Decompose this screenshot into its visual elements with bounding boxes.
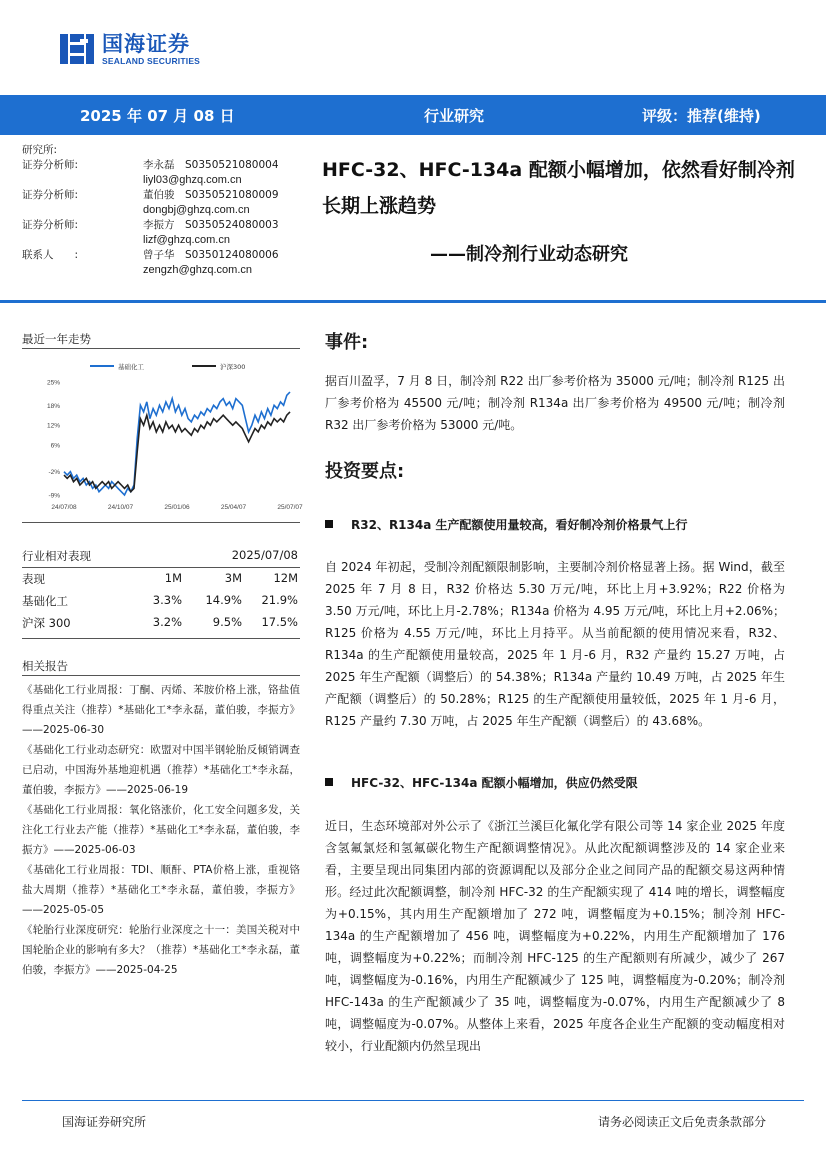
table-cell: 3.2%: [152, 615, 182, 629]
event-heading: 事件:: [325, 332, 369, 353]
table-row: [22, 612, 300, 634]
analyst-name: 李振方: [143, 219, 175, 231]
table-cell: 17.5%: [261, 615, 298, 629]
analyst-email[interactable]: lizf@ghzq.com.cn: [143, 234, 230, 246]
trend-chart: [22, 352, 303, 517]
analyst-email[interactable]: liyl03@ghzq.com.cn: [143, 174, 242, 186]
legend-label: 沪深300: [220, 363, 246, 371]
related-report-item[interactable]: 《基础化工行业动态研究：欧盟对中国半钢轮胎反倾销调查已启动，中国海外基地迎机遇（推荐）*基础化工*李永磊，董伯骏，李振方》——2025-06-19: [22, 744, 300, 796]
series-line: [64, 412, 290, 492]
table-cell: 14.9%: [205, 593, 242, 607]
header-bar: [0, 95, 826, 135]
report-type: 行业研究: [424, 107, 485, 125]
x-tick-label: 25/01/06: [164, 504, 190, 511]
analyst-cert: S0350524080003: [185, 219, 279, 231]
related-report-item[interactable]: 《基础化工行业周报：丁酮、丙烯、苯胺价格上涨，铬盐值得重点关注（推荐）*基础化工*李永磊，董伯骏，李振方》——2025-06-30: [22, 684, 300, 736]
analyst-label: 联系人 :: [22, 249, 79, 261]
table-row: [22, 568, 300, 590]
analyst-email[interactable]: zengzh@ghzq.com.cn: [143, 264, 253, 276]
analyst-name: 曾子华: [143, 249, 175, 261]
report-title: HFC-32、HFC-134a 配额小幅增加，依然看好制冷剂长期上涨趋势: [322, 159, 795, 217]
analyst-label: 证券分析师:: [22, 159, 79, 171]
table-cell: 3M: [224, 571, 242, 585]
y-tick-label: -2%: [48, 469, 60, 477]
analyst-cert: S0350521080009: [185, 189, 279, 201]
related-reports: [22, 680, 300, 980]
footer-left: 国海证券研究所: [62, 1115, 147, 1129]
performance-table: [22, 545, 300, 639]
analyst-name: 李永磊: [143, 159, 175, 171]
analyst-email[interactable]: dongbj@ghzq.com.cn: [143, 204, 250, 216]
table-cell: 1M: [164, 571, 182, 585]
y-tick-label: 12%: [46, 422, 60, 430]
y-tick-label: 25%: [46, 379, 60, 387]
logo-icon: [58, 30, 96, 68]
point-bullet-text: HFC-32、HFC-134a 配额小幅增加，供应仍然受限: [351, 776, 638, 790]
related-heading: 相关报告: [22, 659, 68, 673]
y-tick-label: 6%: [50, 442, 60, 450]
x-tick-label: 25/07/07: [277, 504, 303, 511]
x-tick-label: 24/07/08: [51, 504, 77, 511]
brand-name-en: SEALAND SECURITIES: [102, 55, 201, 66]
related-report-item[interactable]: 《轮胎行业深度研究：轮胎行业深度之十一：美国关税对中国轮胎企业的影响有多大？（推荐）*基础化工*李永磊，董伯骏，李振方》——2025-04-25: [22, 924, 300, 976]
square-bullet-icon: [325, 520, 333, 528]
point-bullet: [325, 516, 688, 533]
point-paragraph: 近日，生态环境部对外公示了《浙江兰溪巨化氟化学有限公司等 14 家企业 2025 年度含氢氟氯烃和氢氟碳化物生产配额调整情况》。从此次配额调整涉及的 14 家企业来看，主要呈现出同集团内部的资源调配以及部分企业之间同产品的配额交易这两种情形。经过此次配额调整，制冷剂 HFC-32 的生产配额实现了 414 吨的增长，调整幅度为+0.15%，其内用生产配额增加了 272 吨，调整幅度为+0.15%；制冷剂 HFC-134a 的生产配额增加了 456 吨，调整幅度为+0.22%，内用生产配额增加了 176 吨，调整幅度为+0.22%；而制冷剂 HFC-125 的生产配额则有所减少，减少了 267 吨，调整幅度为-0.16%，内用生产配额减少了 125 吨，调整幅度为-0.20%；制冷剂 HFC-143a 的生产配额减少了 35 吨，调整幅度为-0.07%，内用生产配额减少了 8 吨，调整幅度为-0.07%。从整体上来看，2025 年度各企业生产配额的变动幅度相对较小，行业配额内仍然呈现出: [325, 819, 785, 1053]
brand-name-cn: 国海证券: [102, 31, 190, 56]
trend-chart-svg: [22, 352, 303, 517]
analyst-label: 证券分析师:: [22, 189, 79, 201]
table-cell: 21.9%: [261, 593, 298, 607]
event-paragraph: 据百川盈孚，7 月 8 日，制冷剂 R22 出厂参考价格为 35000 元/吨；制冷剂 R125 出厂参考价格为 45500 元/吨；制冷剂 R134a 出厂参考价格为 49500 元/吨；制冷剂 R32 出厂参考价格为 53000 元/吨。: [325, 374, 785, 432]
report-subtitle: ——制冷剂行业动态研究: [430, 244, 628, 265]
square-bullet-icon: [325, 778, 333, 786]
performance-date: 2025/07/08: [231, 548, 298, 562]
y-tick-label: -9%: [48, 492, 60, 500]
table-cell: 9.5%: [212, 615, 242, 629]
footer-divider: [22, 1100, 804, 1101]
analyst-cert: S0350124080006: [185, 249, 279, 261]
divider: [22, 348, 300, 349]
x-tick-label: 25/04/07: [220, 504, 247, 511]
table-cell: 沪深 300: [22, 616, 71, 630]
related-report-item[interactable]: 《基础化工行业周报：氧化铬涨价，化工安全问题多发，关注化工行业去产能（推荐）*基础化工*李永磊，董伯骏，李振方》——2025-06-03: [22, 804, 300, 856]
header-divider: [0, 300, 826, 303]
brand-logo: [58, 28, 200, 70]
trend-heading: 最近一年走势: [22, 332, 91, 346]
table-cell: 3.3%: [152, 593, 182, 607]
related-report-item[interactable]: 《基础化工行业周报：TDI、顺酐、PTA价格上涨，重视铬盐大周期（推荐）*基础化工*李永磊，董伯骏，李振方》——2025-05-05: [22, 864, 300, 916]
analyst-name: 董伯骏: [143, 189, 175, 201]
divider: [22, 675, 300, 676]
series-line: [64, 392, 290, 495]
footer-right: 请务必阅读正文后免责条款部分: [597, 1115, 766, 1129]
legend-label: 基础化工: [118, 363, 144, 371]
x-tick-label: 24/10/07: [107, 504, 134, 511]
analyst-label: 证券分析师:: [22, 219, 79, 231]
point-paragraph: 自 2024 年初起，受制冷剂配额限制影响，主要制冷剂价格显著上扬。据 Wind，截至 2025 年 7 月 8 日，R32 价格达 5.30 万元/吨，环比上月+3.92%；R22 价格为 3.50 万元/吨，环比上月-2.78%；R134a 价格为 4.95 万元/吨，环比上月+2.06%；R125 价格为 4.55 万元/吨，环比上月持平。从当前配额的使用情况来看，R32、R134a 的生产配额使用量较高，2025 年 1 月-6 月，R32 产量约 15.27 万吨，占 2025 年生产配额（调整后）的 54.38%；R134a 产量约 10.49 万吨，占 2025 年生产配额（调整后）的 50.28%；R125 的生产配额使用量较低，2025 年 1 月-6 月，R125 产量约 7.30 万吨，占 2025 年生产配额（调整后）的 43.68%。: [325, 560, 785, 728]
divider: [22, 522, 300, 523]
points-heading: 投资要点:: [325, 461, 405, 482]
y-tick-label: 18%: [46, 402, 60, 410]
table-cell: 表现: [22, 572, 45, 586]
point-bullet: [325, 774, 638, 791]
analyst-list: [22, 143, 302, 278]
table-cell: 基础化工: [22, 594, 68, 608]
analyst-cert: S0350521080004: [185, 159, 279, 171]
report-rating: 评级：推荐(维持): [642, 107, 761, 125]
report-date: 2025 年 07 月 08 日: [80, 107, 235, 125]
point-bullet-text: R32、R134a 生产配额使用量较高，看好制冷剂价格景气上行: [351, 518, 688, 532]
performance-header: [22, 545, 300, 567]
analyst-label: 研究所:: [22, 144, 58, 156]
table-cell: 12M: [273, 571, 298, 585]
table-row: [22, 590, 300, 612]
performance-heading: 行业相对表现: [22, 549, 91, 563]
